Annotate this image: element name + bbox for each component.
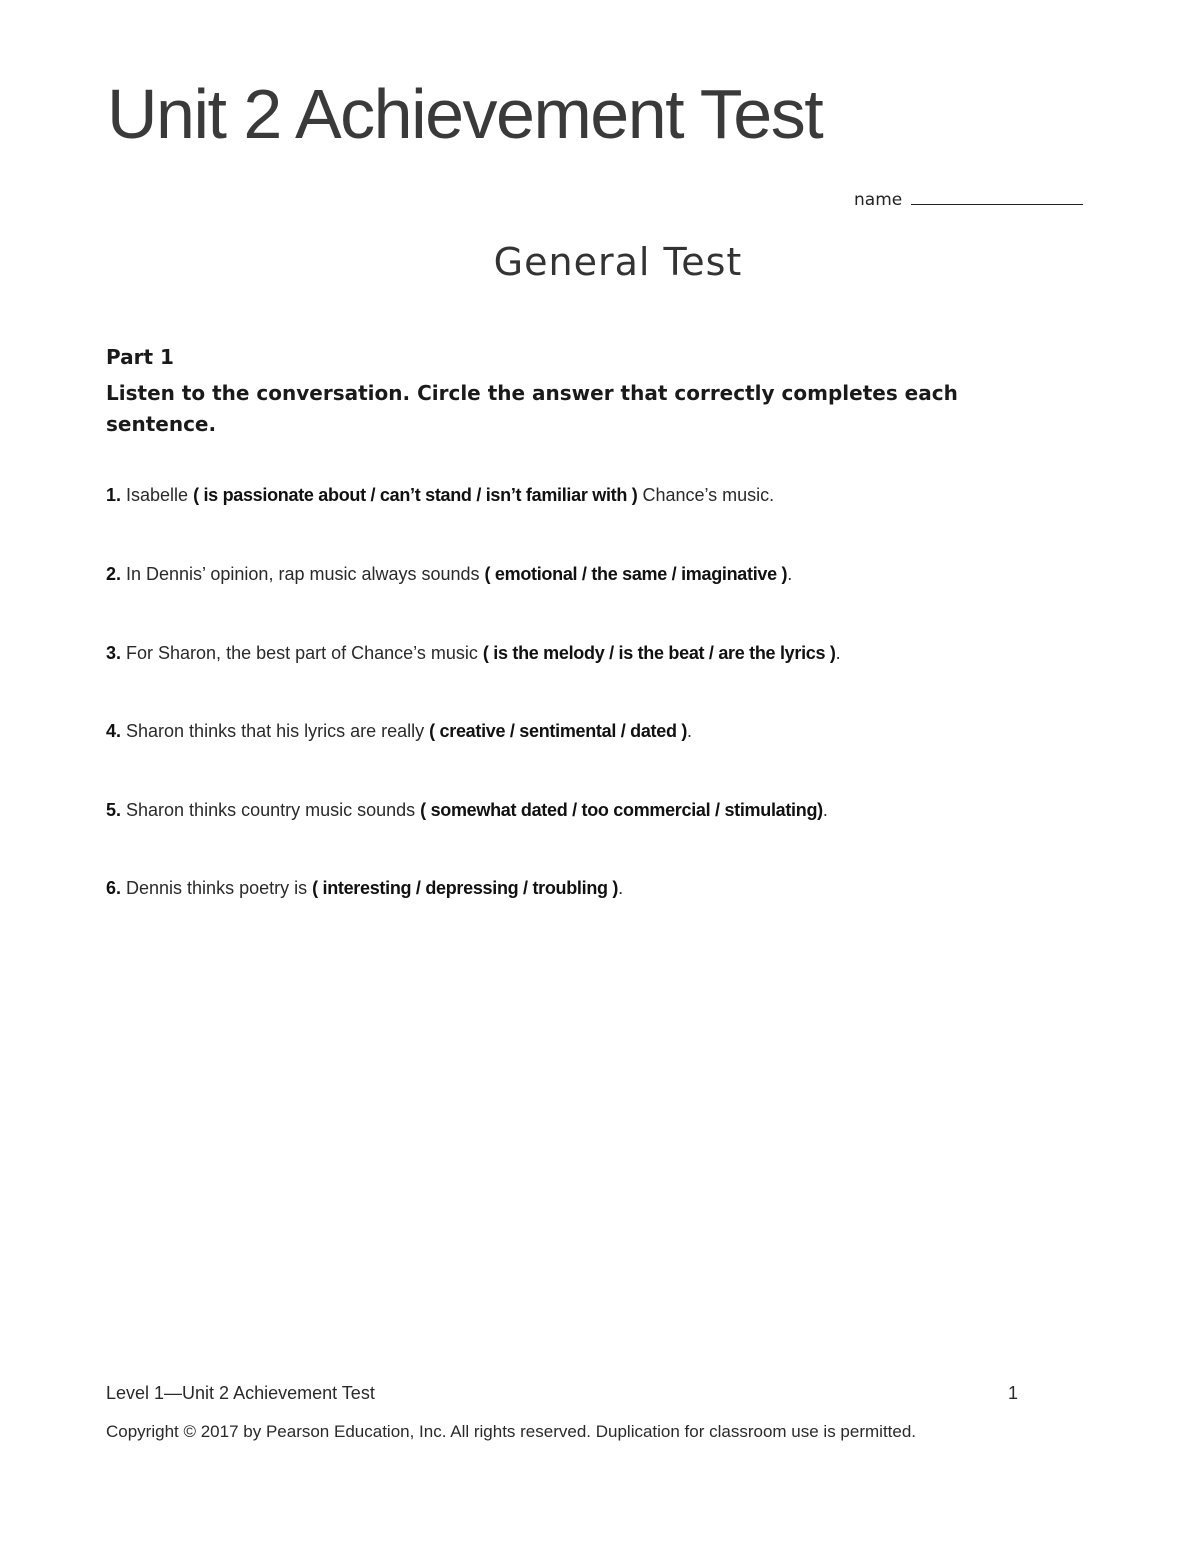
answer-choices: ( emotional / the same / imaginative ) (484, 564, 788, 584)
footer-title: Level 1—Unit 2 Achievement Test (106, 1383, 375, 1403)
answer-choices: ( creative / sentimental / dated ) (429, 721, 688, 741)
question-text-end: . (687, 721, 693, 741)
question-text-end: . (822, 800, 828, 820)
answer-choices: ( interesting / depressing / troubling ) (312, 878, 619, 898)
question-text: Sharon thinks that his lyrics are really (121, 721, 430, 741)
question-number: 3. (106, 643, 122, 663)
question-text: Dennis thinks poetry is (121, 878, 313, 898)
part-heading: Part 1 (106, 345, 174, 369)
question-1 (106, 483, 774, 507)
question-number: 2. (106, 564, 122, 584)
question-3 (106, 641, 841, 665)
part-instructions: Listen to the conversation. Circle the answer that correctly completes each sentence. (106, 381, 958, 436)
question-text: Sharon thinks country music sounds (121, 800, 421, 820)
answer-choices: ( is passionate about / can’t stand / isn’t familiar with ) (193, 485, 638, 505)
copyright-notice: Copyright © 2017 by Pearson Education, Inc. All rights reserved. Duplication for classroom use is permitted. (106, 1422, 917, 1441)
name-blank-line (911, 186, 1083, 205)
question-5 (106, 798, 828, 822)
page-number: 1 (1008, 1383, 1019, 1403)
answer-choices: ( somewhat dated / too commercial / stimulating) (420, 800, 823, 820)
question-number: 1. (106, 485, 122, 505)
question-text-end: . (618, 878, 624, 898)
question-6 (106, 876, 623, 900)
question-number: 6. (106, 878, 122, 898)
question-number: 5. (106, 800, 122, 820)
question-number: 4. (106, 721, 122, 741)
question-text: Isabelle (121, 485, 194, 505)
question-text-end: Chance’s music. (637, 485, 775, 505)
question-2 (106, 562, 792, 586)
question-text: For Sharon, the best part of Chance’s music (121, 643, 483, 663)
document-title: Unit 2 Achievement Test (107, 75, 823, 153)
name-field (854, 186, 1083, 212)
question-4 (106, 719, 692, 743)
section-title: General Test (493, 240, 743, 284)
question-text-end: . (787, 564, 793, 584)
name-label: name (854, 190, 903, 210)
answer-choices: ( is the melody / is the beat / are the lyrics ) (482, 643, 836, 663)
question-text-end: . (835, 643, 841, 663)
question-text: In Dennis’ opinion, rap music always sounds (121, 564, 485, 584)
